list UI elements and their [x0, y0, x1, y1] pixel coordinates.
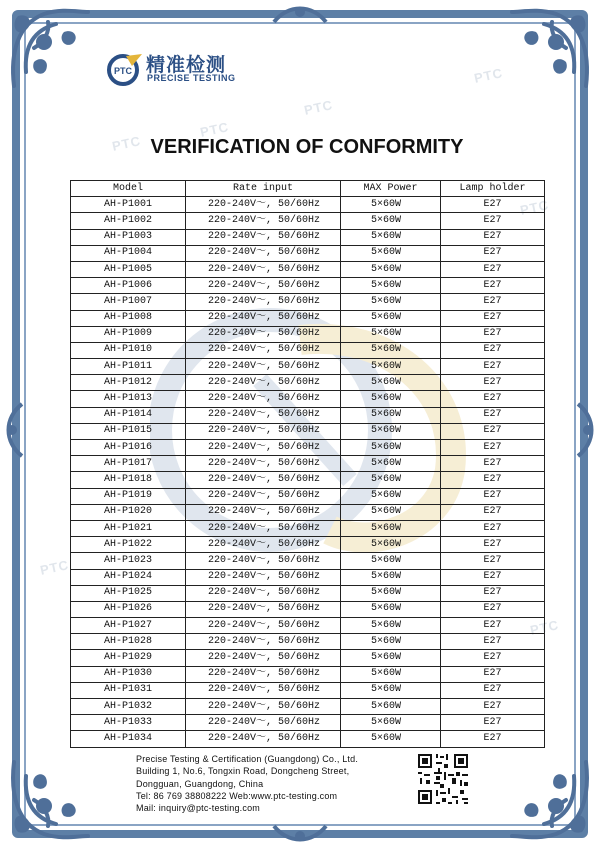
cell-model: AH-P1015 — [71, 423, 186, 439]
cell-max-power: 5×60W — [341, 294, 441, 310]
cell-lamp-holder: E27 — [441, 213, 545, 229]
cell-max-power: 5×60W — [341, 650, 441, 666]
cell-lamp-holder: E27 — [441, 601, 545, 617]
table-row — [71, 699, 545, 715]
table-row — [71, 585, 545, 601]
cell-lamp-holder: E27 — [441, 245, 545, 261]
cell-lamp-holder: E27 — [441, 472, 545, 488]
table-row — [71, 456, 545, 472]
cell-lamp-holder: E27 — [441, 197, 545, 213]
company-contact-block — [136, 753, 358, 814]
cell-lamp-holder: E27 — [441, 375, 545, 391]
table-row — [71, 375, 545, 391]
email: Mail: inquiry@ptc-testing.com — [136, 803, 260, 814]
table-row — [71, 504, 545, 520]
table-row — [71, 601, 545, 617]
cell-lamp-holder: E27 — [441, 488, 545, 504]
table-row — [71, 359, 545, 375]
table-row — [71, 391, 545, 407]
corner-ornament-top-right — [504, 2, 596, 94]
cell-model: AH-P1030 — [71, 666, 186, 682]
cell-max-power: 5×60W — [341, 310, 441, 326]
phone-and-website: Tel: 86 769 38808222 Web:www.ptc-testing.com — [136, 790, 338, 801]
table-row — [71, 666, 545, 682]
table-row — [71, 440, 545, 456]
cell-model: AH-P1004 — [71, 245, 186, 261]
cell-model: AH-P1028 — [71, 634, 186, 650]
table-row — [71, 310, 545, 326]
watermark-text: PTC — [38, 557, 71, 578]
cell-model: AH-P1027 — [71, 618, 186, 634]
cell-model: AH-P1022 — [71, 537, 186, 553]
cell-rate-input: 220-240V～, 50/60Hz — [186, 682, 341, 698]
cell-rate-input: 220-240V～, 50/60Hz — [186, 440, 341, 456]
cell-model: AH-P1021 — [71, 520, 186, 536]
cell-rate-input: 220-240V～, 50/60Hz — [186, 423, 341, 439]
cell-max-power: 5×60W — [341, 375, 441, 391]
cell-rate-input: 220-240V～, 50/60Hz — [186, 520, 341, 536]
watermark-text: PTC — [302, 97, 335, 118]
table-row — [71, 553, 545, 569]
column-header-max-power: MAX Power — [341, 181, 441, 197]
cell-max-power: 5×60W — [341, 278, 441, 294]
cell-rate-input: 220-240V～, 50/60Hz — [186, 618, 341, 634]
table-row — [71, 634, 545, 650]
cell-model: AH-P1007 — [71, 294, 186, 310]
company-name: Precise Testing & Certification (Guangdong) Co., Ltd. — [136, 754, 359, 764]
brand-name-english: PRECISE TESTING — [147, 73, 236, 83]
logo-text: PTC — [114, 66, 132, 76]
cell-lamp-holder: E27 — [441, 569, 545, 585]
cell-lamp-holder: E27 — [441, 229, 545, 245]
table-header-row — [71, 181, 545, 197]
cell-max-power: 5×60W — [341, 326, 441, 342]
cell-max-power: 5×60W — [341, 569, 441, 585]
cell-rate-input: 220-240V～, 50/60Hz — [186, 699, 341, 715]
cell-max-power: 5×60W — [341, 440, 441, 456]
cell-rate-input: 220-240V～, 50/60Hz — [186, 472, 341, 488]
table-row — [71, 326, 545, 342]
cell-max-power: 5×60W — [341, 342, 441, 358]
cell-model: AH-P1011 — [71, 359, 186, 375]
qr-code-icon — [416, 752, 470, 806]
cell-rate-input: 220-240V～, 50/60Hz — [186, 553, 341, 569]
cell-max-power: 5×60W — [341, 472, 441, 488]
watermark-text: PTC — [518, 197, 551, 218]
cell-model: AH-P1006 — [71, 278, 186, 294]
cell-model: AH-P1016 — [71, 440, 186, 456]
cell-rate-input: 220-240V～, 50/60Hz — [186, 342, 341, 358]
cell-lamp-holder: E27 — [441, 423, 545, 439]
corner-ornament-top-left — [4, 2, 96, 94]
watermark-text: PTC — [472, 65, 505, 86]
cell-model: AH-P1003 — [71, 229, 186, 245]
cell-lamp-holder: E27 — [441, 731, 545, 747]
cell-lamp-holder: E27 — [441, 715, 545, 731]
cell-max-power: 5×60W — [341, 731, 441, 747]
cell-max-power: 5×60W — [341, 456, 441, 472]
cell-lamp-holder: E27 — [441, 391, 545, 407]
cell-max-power: 5×60W — [341, 553, 441, 569]
cell-max-power: 5×60W — [341, 601, 441, 617]
cell-max-power: 5×60W — [341, 391, 441, 407]
cell-rate-input: 220-240V～, 50/60Hz — [186, 731, 341, 747]
corner-ornament-bottom-right — [504, 754, 596, 846]
cell-model: AH-P1002 — [71, 213, 186, 229]
cell-rate-input: 220-240V～, 50/60Hz — [186, 375, 341, 391]
models-table — [70, 180, 545, 748]
cell-rate-input: 220-240V～, 50/60Hz — [186, 666, 341, 682]
cell-rate-input: 220-240V～, 50/60Hz — [186, 715, 341, 731]
cell-rate-input: 220-240V～, 50/60Hz — [186, 391, 341, 407]
document-title: VERIFICATION OF CONFORMITY — [150, 136, 464, 158]
cell-model: AH-P1009 — [71, 326, 186, 342]
cell-rate-input: 220-240V～, 50/60Hz — [186, 407, 341, 423]
cell-lamp-holder: E27 — [441, 650, 545, 666]
table-row — [71, 423, 545, 439]
cell-model: AH-P1034 — [71, 731, 186, 747]
cell-model: AH-P1032 — [71, 699, 186, 715]
cell-max-power: 5×60W — [341, 423, 441, 439]
cell-model: AH-P1024 — [71, 569, 186, 585]
bottom-center-ornament — [270, 822, 330, 846]
cell-model: AH-P1019 — [71, 488, 186, 504]
table-row — [71, 537, 545, 553]
left-center-ornament — [2, 400, 26, 460]
cell-lamp-holder: E27 — [441, 634, 545, 650]
cell-lamp-holder: E27 — [441, 407, 545, 423]
cell-max-power: 5×60W — [341, 520, 441, 536]
cell-lamp-holder: E27 — [441, 310, 545, 326]
cell-max-power: 5×60W — [341, 245, 441, 261]
cell-rate-input: 220-240V～, 50/60Hz — [186, 569, 341, 585]
table-row — [71, 520, 545, 536]
table-row — [71, 229, 545, 245]
cell-rate-input: 220-240V～, 50/60Hz — [186, 601, 341, 617]
cell-max-power: 5×60W — [341, 666, 441, 682]
cell-lamp-holder: E27 — [441, 618, 545, 634]
ptc-logo-icon — [106, 52, 144, 86]
top-center-ornament — [270, 2, 330, 26]
cell-lamp-holder: E27 — [441, 359, 545, 375]
cell-max-power: 5×60W — [341, 537, 441, 553]
table-row — [71, 213, 545, 229]
cell-rate-input: 220-240V～, 50/60Hz — [186, 197, 341, 213]
cell-model: AH-P1025 — [71, 585, 186, 601]
cell-lamp-holder: E27 — [441, 261, 545, 277]
watermark-text: PTC — [110, 133, 143, 154]
cell-lamp-holder: E27 — [441, 520, 545, 536]
cell-lamp-holder: E27 — [441, 440, 545, 456]
cell-lamp-holder: E27 — [441, 294, 545, 310]
cell-rate-input: 220-240V～, 50/60Hz — [186, 456, 341, 472]
cell-rate-input: 220-240V～, 50/60Hz — [186, 294, 341, 310]
corner-ornament-bottom-left — [4, 754, 96, 846]
cell-rate-input: 220-240V～, 50/60Hz — [186, 326, 341, 342]
table-row — [71, 650, 545, 666]
cell-rate-input: 220-240V～, 50/60Hz — [186, 213, 341, 229]
table-row — [71, 715, 545, 731]
cell-max-power: 5×60W — [341, 715, 441, 731]
address-line-1: Building 1, No.6, Tongxin Road, Dongcheng Street, — [136, 766, 350, 777]
table-row — [71, 682, 545, 698]
cell-max-power: 5×60W — [341, 213, 441, 229]
cell-lamp-holder: E27 — [441, 682, 545, 698]
cell-max-power: 5×60W — [341, 359, 441, 375]
table-row — [71, 488, 545, 504]
cell-rate-input: 220-240V～, 50/60Hz — [186, 229, 341, 245]
cell-lamp-holder: E27 — [441, 342, 545, 358]
table-row — [71, 472, 545, 488]
table-row — [71, 618, 545, 634]
cell-model: AH-P1029 — [71, 650, 186, 666]
cell-max-power: 5×60W — [341, 488, 441, 504]
cell-rate-input: 220-240V～, 50/60Hz — [186, 261, 341, 277]
cell-model: AH-P1031 — [71, 682, 186, 698]
cell-lamp-holder: E27 — [441, 504, 545, 520]
cell-lamp-holder: E27 — [441, 278, 545, 294]
cell-max-power: 5×60W — [341, 261, 441, 277]
table-body — [71, 197, 545, 747]
cell-max-power: 5×60W — [341, 504, 441, 520]
cell-model: AH-P1023 — [71, 553, 186, 569]
cell-max-power: 5×60W — [341, 699, 441, 715]
brand-name-chinese: 精准检测 — [146, 54, 227, 76]
cell-max-power: 5×60W — [341, 229, 441, 245]
column-header-model: Model — [71, 181, 186, 197]
cell-lamp-holder: E27 — [441, 553, 545, 569]
cell-model: AH-P1008 — [71, 310, 186, 326]
cell-model: AH-P1014 — [71, 407, 186, 423]
cell-max-power: 5×60W — [341, 585, 441, 601]
cell-model: AH-P1033 — [71, 715, 186, 731]
cell-rate-input: 220-240V～, 50/60Hz — [186, 359, 341, 375]
cell-lamp-holder: E27 — [441, 699, 545, 715]
cell-model: AH-P1010 — [71, 342, 186, 358]
table-row — [71, 407, 545, 423]
cell-rate-input: 220-240V～, 50/60Hz — [186, 585, 341, 601]
column-header-lamp-holder: Lamp holder — [441, 181, 545, 197]
cell-lamp-holder: E27 — [441, 666, 545, 682]
cell-model: AH-P1012 — [71, 375, 186, 391]
table-row — [71, 245, 545, 261]
cell-model: AH-P1017 — [71, 456, 186, 472]
cell-lamp-holder: E27 — [441, 326, 545, 342]
cell-rate-input: 220-240V～, 50/60Hz — [186, 278, 341, 294]
cell-lamp-holder: E27 — [441, 585, 545, 601]
cell-max-power: 5×60W — [341, 682, 441, 698]
table-row — [71, 294, 545, 310]
cell-rate-input: 220-240V～, 50/60Hz — [186, 504, 341, 520]
cell-max-power: 5×60W — [341, 618, 441, 634]
cell-model: AH-P1005 — [71, 261, 186, 277]
cell-rate-input: 220-240V～, 50/60Hz — [186, 537, 341, 553]
cell-model: AH-P1018 — [71, 472, 186, 488]
cell-rate-input: 220-240V～, 50/60Hz — [186, 245, 341, 261]
cell-model: AH-P1026 — [71, 601, 186, 617]
table-row — [71, 731, 545, 747]
watermark-text: PTC — [198, 119, 231, 140]
table-row — [71, 261, 545, 277]
cell-rate-input: 220-240V～, 50/60Hz — [186, 650, 341, 666]
cell-model: AH-P1001 — [71, 197, 186, 213]
cell-rate-input: 220-240V～, 50/60Hz — [186, 634, 341, 650]
address-line-2: Dongguan, Guangdong, China — [136, 778, 264, 789]
cell-max-power: 5×60W — [341, 407, 441, 423]
cell-model: AH-P1013 — [71, 391, 186, 407]
column-header-rate-input: Rate input — [186, 181, 341, 197]
cell-lamp-holder: E27 — [441, 537, 545, 553]
table-row — [71, 569, 545, 585]
cell-lamp-holder: E27 — [441, 456, 545, 472]
cell-max-power: 5×60W — [341, 634, 441, 650]
cell-max-power: 5×60W — [341, 197, 441, 213]
table-row — [71, 342, 545, 358]
cell-rate-input: 220-240V～, 50/60Hz — [186, 310, 341, 326]
right-center-ornament — [574, 400, 598, 460]
cell-model: AH-P1020 — [71, 504, 186, 520]
watermark-text: PTC — [528, 617, 561, 638]
table-row — [71, 278, 545, 294]
table-row — [71, 197, 545, 213]
cell-rate-input: 220-240V～, 50/60Hz — [186, 488, 341, 504]
